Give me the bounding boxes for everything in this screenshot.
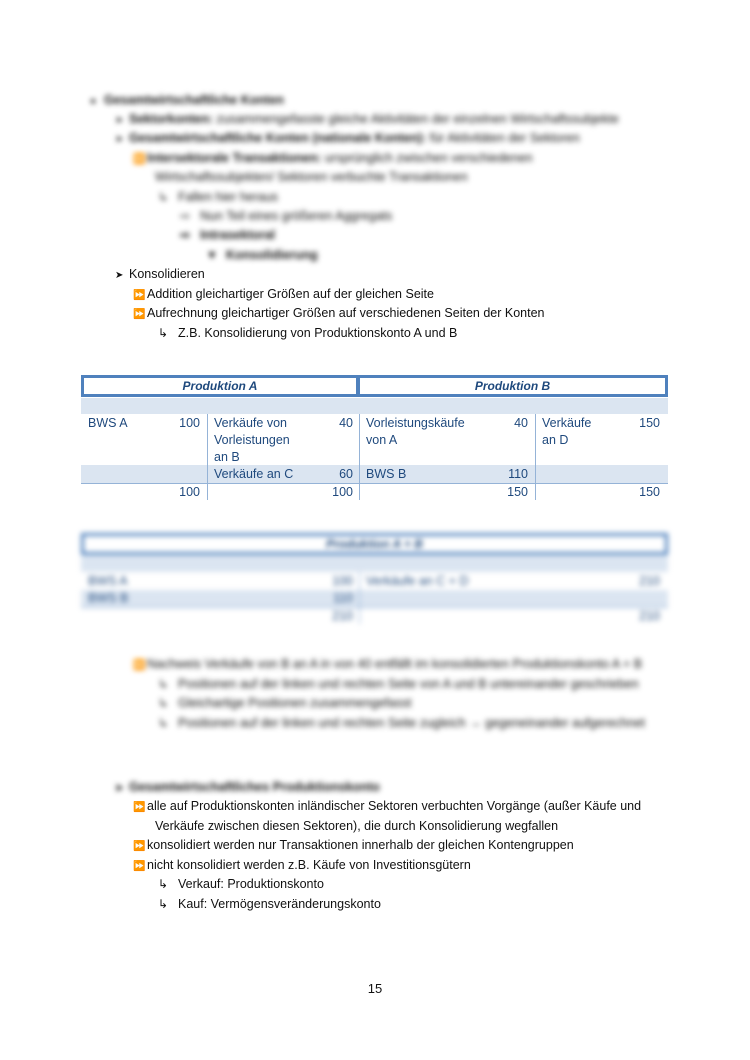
- total-value: 150: [639, 485, 660, 499]
- divider: [359, 414, 360, 500]
- cell-value: 150: [639, 416, 660, 430]
- total-value: 100: [179, 485, 200, 499]
- cell-label: BWS A: [88, 574, 128, 588]
- total-rule: [81, 607, 668, 608]
- outline-item: ▼ Konsolidierung: [206, 248, 318, 262]
- divider: [535, 414, 536, 500]
- header-produktion-ab: Produktion A + B: [326, 537, 423, 551]
- gesamt-item: ⏩ konsolidiert werden nur Transaktionen innerhalb der gleichen Kontengruppen: [133, 838, 574, 852]
- note-item: ↳ Gleichartige Positionen zusammengefasst: [158, 696, 412, 710]
- outline-item: Wirtschaftssubjekten/ Sektoren verbuchte Transaktionen: [155, 170, 468, 184]
- total-value: 210: [639, 609, 660, 623]
- outline-item: ⇨ Intrasektoral: [180, 228, 276, 242]
- cell-label: Verkäufe an C: [214, 467, 294, 481]
- outline-item: ⇨ Nun Teil eines größeren Aggregats: [180, 209, 393, 223]
- outline-item: ➤ Sektorkonten: zusammengefasste gleiche Aktivitäten der einzelnen Wirtschaftssubjekte: [115, 112, 619, 126]
- total-value: 100: [332, 485, 353, 499]
- cell-label: Verkäufe an D: [542, 416, 592, 447]
- gesamt-subitem: ↳ Kauf: Vermögensveränderungskonto: [158, 897, 381, 911]
- cell-value: 100: [179, 416, 200, 430]
- page-number: 15: [367, 981, 383, 996]
- note-item: ↳ Positionen auf der linken und rechten Seite zugleich → gegeneinander aufgerechnet: [158, 716, 645, 730]
- header-produktion-a: Produktion A: [182, 379, 258, 393]
- cell-value: 210: [639, 574, 660, 588]
- konsolidieren-heading: ➤ Konsolidieren: [115, 267, 205, 281]
- table-band: [81, 590, 668, 607]
- total-value: 210: [332, 609, 353, 623]
- konsolidieren-subitem: ↳ Z.B. Konsolidierung von Produktionskonto A und B: [158, 326, 458, 340]
- konsolidieren-item: ⏩ Aufrechnung gleichartiger Größen auf verschiedenen Seiten der Konten: [133, 306, 545, 320]
- gesamt-subitem: ↳ Verkauf: Produktionskonto: [158, 877, 324, 891]
- gesamt-item: ⏩ alle auf Produktionskonten inländischer Sektoren verbuchten Vorgänge (außer Käufe und: [133, 799, 642, 813]
- cell-value: 110: [508, 467, 528, 481]
- outline-item: ⏩ Intersektorale Transaktionen: ursprünglich zwischen verschiedenen: [133, 151, 533, 165]
- cell-label: Verkäufe an C + D: [366, 574, 469, 588]
- outline-item: ↳ Fallen hier heraus: [158, 190, 279, 204]
- gesamt-heading: ➤ Gesamtwirtschaftliches Produktionskonto: [115, 780, 380, 794]
- cell-label: BWS B: [88, 591, 129, 605]
- cell-label: BWS B: [366, 467, 407, 481]
- header-produktion-b: Produktion B: [474, 379, 551, 393]
- total-value: 150: [507, 485, 528, 499]
- cell-value: 100: [332, 574, 353, 588]
- cell-value: 40: [339, 416, 353, 430]
- divider: [207, 414, 208, 500]
- divider: [359, 572, 360, 624]
- konsolidieren-item: ⏩ Addition gleichartiger Größen auf der gleichen Seite: [133, 287, 434, 301]
- cell-value: 60: [339, 467, 353, 481]
- note-item: ⏩ Nachweis Verkäufe von B an A in von 40 entfällt im konsolidierten Produktionskonto A + B: [133, 657, 643, 671]
- cell-label: Vorleistungskäufe von A: [366, 416, 465, 447]
- cell-label: BWS A: [88, 416, 128, 430]
- table-band: [81, 556, 668, 572]
- cell-label: Verkäufe von Vorleistungen an B: [214, 416, 290, 464]
- cell-value: 110: [333, 591, 353, 605]
- table-band: [81, 398, 668, 414]
- outline-item: ● Gesamtwirtschaftliche Konten: [90, 93, 284, 107]
- gesamt-item-continued: Verkäufe zwischen diesen Sektoren), die durch Konsolidierung wegfallen: [155, 819, 559, 833]
- cell-value: 40: [514, 416, 528, 430]
- gesamt-item: ⏩ nicht konsolidiert werden z.B. Käufe von Investitionsgütern: [133, 858, 471, 872]
- outline-item: ➤ Gesamtwirtschaftliche Konten (nationale Konten): für Aktivitäten der Sektoren: [115, 131, 580, 145]
- note-item: ↳ Positionen auf der linken und rechten Seite von A und B untereinander geschrieben: [158, 677, 639, 691]
